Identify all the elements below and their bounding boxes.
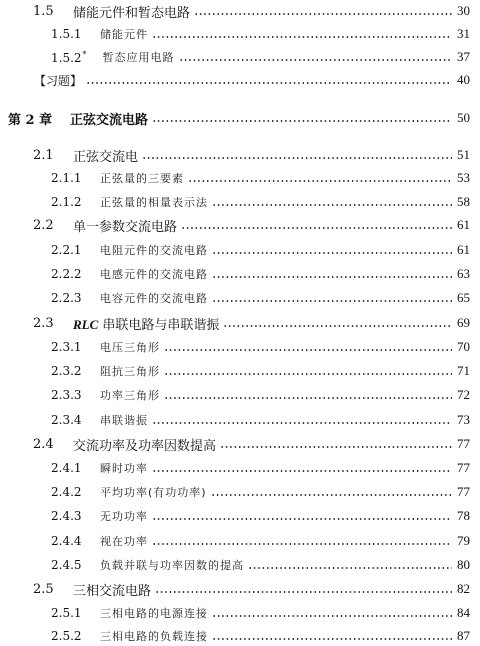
toc-title-rlc: RLC bbox=[73, 316, 99, 332]
toc-leader-dots bbox=[212, 204, 452, 206]
toc-number: 2.1.2 bbox=[51, 195, 82, 209]
toc-page: 79 bbox=[457, 533, 470, 548]
toc-leader-dots bbox=[142, 157, 452, 159]
toc-title: 单一参数交流电路 bbox=[73, 219, 178, 235]
toc-title: 【习题】 bbox=[34, 73, 83, 88]
toc-title: 电感元件的交流电路 bbox=[100, 268, 208, 281]
toc-title: 瞬时功率 bbox=[100, 462, 148, 475]
toc-number: 2.2 bbox=[33, 217, 54, 233]
toc-entry-2-3 bbox=[0, 313, 480, 333]
toc-number: 2.5 bbox=[33, 581, 54, 597]
toc-leader-dots bbox=[179, 59, 452, 61]
toc-title: 三相电路的电源连接 bbox=[100, 607, 208, 620]
toc-number: 2.3.3 bbox=[51, 388, 82, 402]
toc-number: 2.3.1 bbox=[51, 340, 82, 354]
toc-entry-2-2 bbox=[0, 215, 480, 235]
toc-leader-dots bbox=[86, 82, 452, 84]
toc-number: 2.4.1 bbox=[51, 461, 82, 475]
toc-leader-dots bbox=[212, 638, 452, 640]
toc-title: 平均功率(有功功率) bbox=[100, 486, 207, 499]
toc-entry-2-2-1 bbox=[0, 240, 480, 260]
toc-entry-2-3-2 bbox=[0, 361, 480, 381]
toc-title: 正弦交流电路 bbox=[70, 112, 149, 128]
toc-leader-dots bbox=[164, 373, 452, 375]
toc-number: 2.5.1 bbox=[51, 606, 82, 620]
toc-title: 无功功率 bbox=[100, 510, 148, 523]
toc-leader-dots bbox=[152, 36, 452, 38]
toc-leader-dots bbox=[211, 494, 452, 496]
toc-page: 37 bbox=[457, 49, 470, 64]
toc-entry-2-4-5 bbox=[0, 555, 480, 575]
toc-page: 78 bbox=[457, 508, 470, 523]
toc-page: 51 bbox=[457, 147, 470, 162]
toc-chapter-number: 第 2 章 bbox=[8, 112, 53, 128]
toc-leader-dots bbox=[194, 13, 452, 15]
toc-entry-2-1 bbox=[0, 145, 480, 165]
toc-title: 正弦交流电 bbox=[73, 149, 139, 165]
toc-title: 电阻元件的交流电路 bbox=[100, 244, 208, 257]
toc-page: 69 bbox=[457, 315, 470, 330]
toc-leader-dots bbox=[223, 325, 452, 327]
toc-leader-dots bbox=[212, 252, 452, 254]
toc-leader-dots bbox=[248, 567, 452, 569]
toc-entry-2-1-2 bbox=[0, 192, 480, 212]
toc-leader-dots bbox=[212, 615, 452, 617]
toc-page: 73 bbox=[457, 412, 470, 427]
toc-page: 58 bbox=[457, 194, 470, 209]
toc-entry-2-3-4 bbox=[0, 410, 480, 430]
toc-entry-2-4-4 bbox=[0, 531, 480, 551]
toc-title: 正弦量的三要素 bbox=[100, 172, 184, 185]
toc-entry-1-5-2 bbox=[0, 47, 480, 67]
toc-entry-2-5-1 bbox=[0, 603, 480, 623]
toc-entry-1-5-1 bbox=[0, 24, 480, 44]
toc-page: 71 bbox=[457, 363, 470, 378]
toc-title: 暂态应用电路 bbox=[102, 51, 175, 64]
toc-number: 1.5.2* bbox=[51, 49, 87, 65]
toc-title: 串联谐振 bbox=[100, 414, 148, 427]
toc-entry-2-2-3 bbox=[0, 288, 480, 308]
toc-page: 50 bbox=[457, 110, 470, 125]
toc-leader-dots bbox=[164, 397, 452, 399]
toc-title: 三相电路的负载连接 bbox=[100, 630, 208, 643]
toc-leader-dots bbox=[212, 276, 452, 278]
toc-leader-dots bbox=[152, 518, 452, 520]
toc-entry-2-2-2 bbox=[0, 264, 480, 284]
toc-entry-2-4-1 bbox=[0, 458, 480, 478]
toc-page: 87 bbox=[457, 628, 470, 643]
toc-number: 1.5 bbox=[33, 3, 54, 19]
toc-leader-dots bbox=[152, 120, 452, 122]
toc-title: 功率三角形 bbox=[100, 389, 160, 402]
toc-title: 储能元件和暂态电路 bbox=[73, 5, 191, 21]
toc-page: 82 bbox=[457, 581, 470, 596]
toc-leader-dots bbox=[212, 300, 452, 302]
toc-title: RLC 串联电路与串联谐振 bbox=[73, 316, 220, 333]
toc-number: 2.4.4 bbox=[51, 534, 82, 548]
toc-number: 2.2.1 bbox=[51, 243, 82, 257]
toc-title: 电容元件的交流电路 bbox=[100, 292, 208, 305]
toc-entry-2-4 bbox=[0, 434, 480, 454]
toc-entry-2-4-3 bbox=[0, 506, 480, 526]
toc-leader-dots bbox=[152, 422, 452, 424]
toc-number: 2.3.2 bbox=[51, 364, 82, 378]
toc-entry-1-5 bbox=[0, 1, 480, 21]
toc-number: 2.5.2 bbox=[51, 629, 82, 643]
toc-page: 77 bbox=[457, 484, 470, 499]
toc-page: 30 bbox=[457, 3, 470, 18]
toc-entry-2-3-3 bbox=[0, 385, 480, 405]
toc-title: 负载并联与功率因数的提高 bbox=[100, 559, 244, 572]
toc-number: 2.4.5 bbox=[51, 558, 82, 572]
toc-entry-2-5 bbox=[0, 579, 480, 599]
toc-entry-2-1-1 bbox=[0, 168, 480, 188]
toc-number: 2.1 bbox=[33, 147, 54, 163]
toc-page: 61 bbox=[457, 217, 470, 232]
toc-number: 2.4.2 bbox=[51, 485, 82, 499]
toc-entry-exercises bbox=[0, 70, 480, 90]
toc-page: 63 bbox=[457, 266, 470, 281]
toc-page: 61 bbox=[457, 242, 470, 257]
toc-entry-2-4-2 bbox=[0, 482, 480, 502]
toc-page: 84 bbox=[457, 605, 470, 620]
toc-number: 2.3.4 bbox=[51, 413, 82, 427]
toc-leader-dots bbox=[181, 227, 452, 229]
toc-page: 77 bbox=[457, 460, 470, 475]
toc-page: 72 bbox=[457, 387, 470, 402]
toc-title: 三相交流电路 bbox=[73, 583, 152, 599]
toc-number: 2.2.3 bbox=[51, 291, 82, 305]
toc-number: 2.1.1 bbox=[51, 171, 82, 185]
toc-leader-dots bbox=[152, 543, 452, 545]
toc-page: 53 bbox=[457, 170, 470, 185]
toc-entry-2-3-1 bbox=[0, 337, 480, 357]
toc-leader-dots bbox=[220, 446, 452, 448]
toc-leader-dots bbox=[155, 591, 452, 593]
toc-page: 70 bbox=[457, 339, 470, 354]
toc-title: 储能元件 bbox=[100, 28, 148, 41]
toc-title: 电压三角形 bbox=[100, 341, 160, 354]
toc-entry-2-5-2 bbox=[0, 626, 480, 646]
toc-page: 80 bbox=[457, 557, 470, 572]
toc-page: 77 bbox=[457, 436, 470, 451]
toc-page: 40 bbox=[457, 72, 470, 87]
toc-number: 2.4 bbox=[33, 436, 54, 452]
toc-number: 2.4.3 bbox=[51, 509, 82, 523]
toc-title: 阻抗三角形 bbox=[100, 365, 160, 378]
toc-leader-dots bbox=[164, 349, 452, 351]
toc-number: 2.2.2 bbox=[51, 267, 82, 281]
toc-leader-dots bbox=[152, 470, 452, 472]
toc-page: 65 bbox=[457, 290, 470, 305]
optional-marker: * bbox=[82, 49, 87, 59]
toc-number: 2.3 bbox=[33, 315, 54, 331]
toc-title: 交流功率及功率因数提高 bbox=[73, 438, 217, 454]
toc-number: 1.5.1 bbox=[51, 27, 82, 41]
toc-title: 正弦量的相量表示法 bbox=[100, 196, 208, 209]
toc-title: 视在功率 bbox=[100, 535, 148, 548]
toc-page: 31 bbox=[457, 26, 470, 41]
toc-leader-dots bbox=[188, 180, 452, 182]
toc-entry-chapter-2 bbox=[0, 108, 480, 128]
